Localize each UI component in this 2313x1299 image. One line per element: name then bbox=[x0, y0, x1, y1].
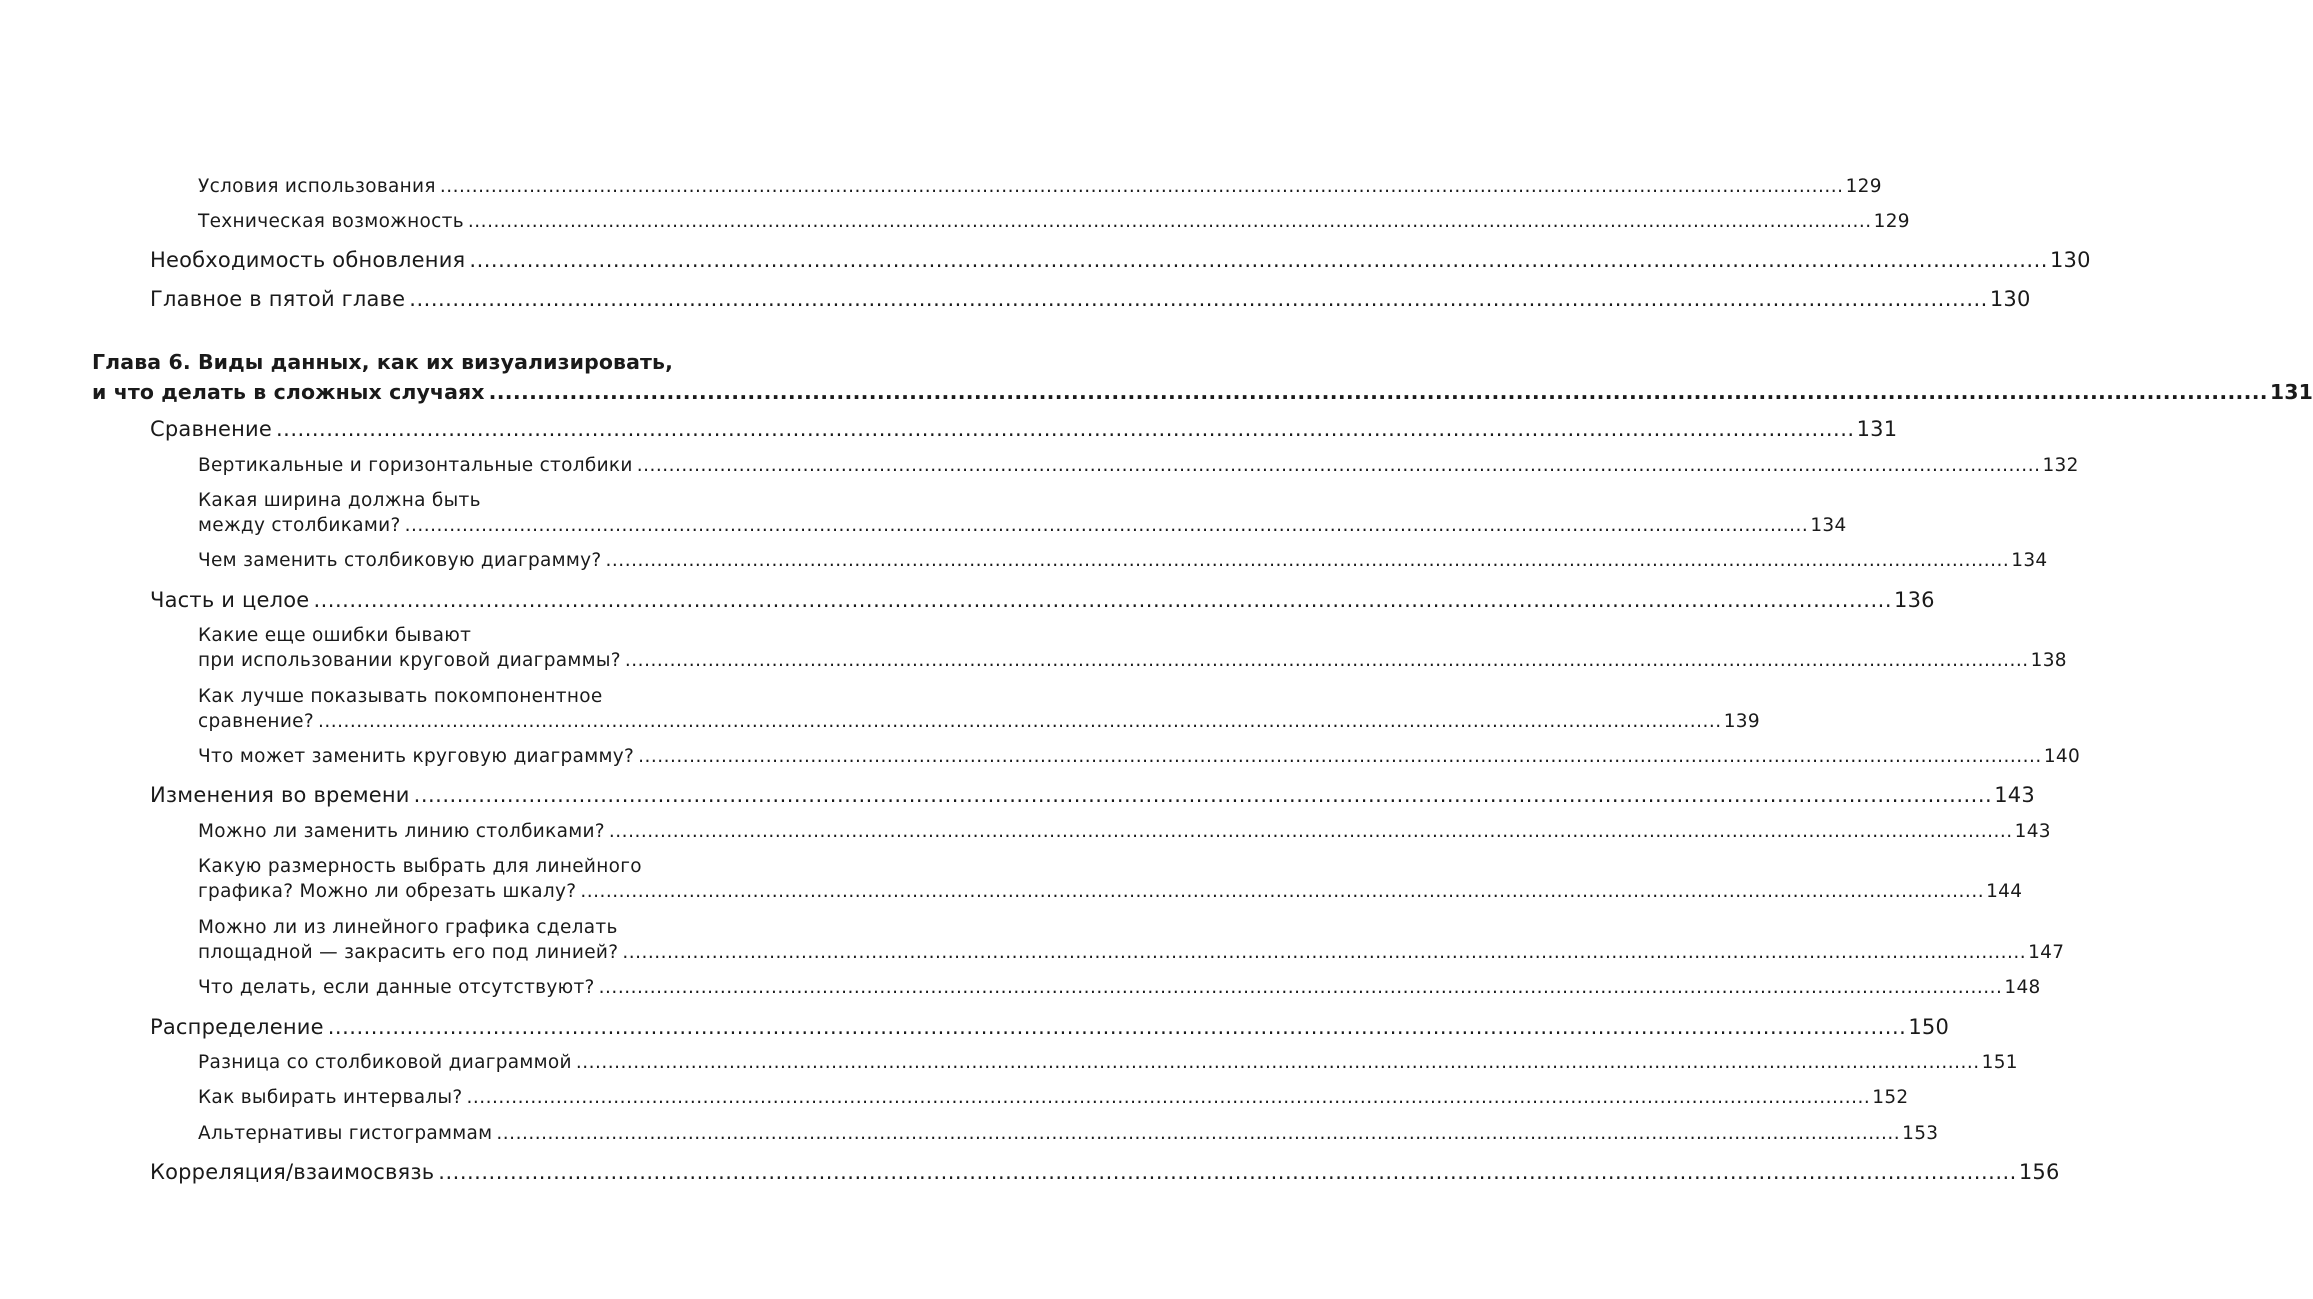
toc-page-number: 150 bbox=[1908, 1015, 1950, 1039]
toc-entry-title-line: при использовании круговой диаграммы? bbox=[198, 650, 621, 671]
toc-entry-title-line: площадной — закрасить его под линией? bbox=[198, 942, 619, 963]
toc-page-number: 152 bbox=[1872, 1087, 1909, 1108]
toc-leader-dots: ............................................................................................................................................................................................................................ bbox=[608, 821, 2013, 842]
toc-section[interactable] bbox=[150, 586, 1935, 614]
toc-page-number: 139 bbox=[1723, 711, 1760, 732]
toc-section-title: Необходимость обновления bbox=[150, 248, 466, 272]
toc-entry-title: Чем заменить столбиковую диаграмму? bbox=[198, 550, 602, 571]
toc-page-number: 131 bbox=[2269, 380, 2313, 404]
toc-leader-dots: ............................................................................................................................................................................................................................ bbox=[575, 1052, 1980, 1073]
toc-entry-title: Что может заменить круговую диаграмму? bbox=[198, 746, 635, 767]
toc-page-number: 134 bbox=[1810, 515, 1847, 536]
toc-entry[interactable] bbox=[198, 975, 2041, 1000]
toc-chapter[interactable] bbox=[92, 347, 2313, 407]
toc-page-number: 143 bbox=[1994, 783, 2035, 807]
toc-page-number: 153 bbox=[1902, 1123, 1939, 1144]
toc-entry[interactable] bbox=[198, 453, 2079, 478]
toc-entry[interactable] bbox=[198, 209, 1910, 234]
toc-section-title: Распределение bbox=[150, 1015, 324, 1039]
toc-page-number: 131 bbox=[1856, 417, 1898, 441]
toc-leader-dots: ............................................................................................................................................................................................................................ bbox=[638, 746, 2042, 767]
toc-page-number: 138 bbox=[2030, 650, 2067, 671]
toc-entry-title: Разница со столбиковой диаграммой bbox=[198, 1052, 572, 1073]
toc-entry[interactable] bbox=[198, 623, 2067, 673]
toc-leader-dots: ............................................................................................................................................................................................................................ bbox=[413, 783, 1993, 807]
toc-leader-dots: ............................................................................................................................................................................................................................ bbox=[580, 881, 1985, 902]
toc-page-number: 143 bbox=[2014, 821, 2051, 842]
toc-section-title: Корреляция/взаимосвязь bbox=[150, 1160, 435, 1184]
toc-leader-dots: ............................................................................................................................................................................................................................ bbox=[439, 176, 1844, 197]
toc-section-title: Изменения во времени bbox=[150, 783, 410, 807]
toc-page-number: 130 bbox=[1989, 287, 2031, 311]
toc-leader-dots: ............................................................................................................................................................................................................................ bbox=[622, 942, 2027, 963]
toc-leader-dots: ............................................................................................................................................................................................................................ bbox=[317, 711, 1722, 732]
toc-chapter-title-line: Глава 6. Виды данных, как их визуализировать, bbox=[92, 350, 673, 374]
toc-entry-title-line: Какие еще ошибки бывают bbox=[198, 625, 472, 646]
toc-page-number: 129 bbox=[1845, 176, 1882, 197]
toc-entry-title-line: графика? Можно ли обрезать шкалу? bbox=[198, 881, 577, 902]
toc-entry[interactable] bbox=[198, 1085, 1909, 1110]
toc-leader-dots: ............................................................................................................................................................................................................................ bbox=[276, 417, 1855, 441]
toc-entry-title: Альтернативы гистограммам bbox=[198, 1123, 493, 1144]
toc-leader-dots: ............................................................................................................................................................................................................................ bbox=[466, 1087, 1871, 1108]
toc-entry[interactable] bbox=[198, 684, 1760, 734]
toc-leader-dots: ............................................................................................................................................................................................................................ bbox=[467, 211, 1872, 232]
toc-section-title: Сравнение bbox=[150, 417, 272, 441]
toc-entry[interactable] bbox=[198, 1121, 1939, 1146]
toc-entry-title: Техническая возможность bbox=[198, 211, 464, 232]
toc-page-number: 151 bbox=[1981, 1052, 2018, 1073]
toc-page-number: 148 bbox=[2004, 977, 2041, 998]
toc-leader-dots: ............................................................................................................................................................................................................................ bbox=[496, 1123, 1901, 1144]
toc-page-number: 144 bbox=[1986, 881, 2023, 902]
toc-section[interactable] bbox=[150, 1013, 1950, 1041]
toc-page-number: 136 bbox=[1894, 588, 1935, 612]
toc-entry[interactable] bbox=[198, 915, 2065, 965]
toc-entry[interactable] bbox=[198, 854, 2023, 904]
toc-entry[interactable] bbox=[198, 488, 1847, 538]
toc-section[interactable] bbox=[150, 285, 2031, 313]
toc-section-title: Часть и целое bbox=[150, 588, 310, 612]
toc-entry-title-line: сравнение? bbox=[198, 711, 314, 732]
toc-leader-dots: ............................................................................................................................................................................................................................ bbox=[605, 550, 2010, 571]
toc-entry-title-line: между столбиками? bbox=[198, 515, 401, 536]
toc-leader-dots: ............................................................................................................................................................................................................................ bbox=[438, 1160, 2017, 1184]
toc-leader-dots: ............................................................................................................................................................................................................................ bbox=[409, 287, 1988, 311]
toc-page-number: 140 bbox=[2043, 746, 2081, 767]
toc-entry[interactable] bbox=[198, 819, 2051, 844]
toc-leader-dots: ............................................................................................................................................................................................................................ bbox=[327, 1015, 1907, 1039]
toc-leader-dots: ............................................................................................................................................................................................................................ bbox=[598, 977, 2003, 998]
toc-chapter-title-line: и что делать в сложных случаях bbox=[92, 380, 485, 404]
toc-section[interactable] bbox=[150, 781, 2035, 809]
toc-leader-dots: ............................................................................................................................................................................................................................ bbox=[636, 455, 2041, 476]
toc-entry-title-line: Какую размерность выбрать для линейного bbox=[198, 856, 642, 877]
toc-section[interactable] bbox=[150, 415, 1898, 443]
toc-page-number: 134 bbox=[2011, 550, 2048, 571]
toc-entry-title: Вертикальные и горизонтальные столбики bbox=[198, 455, 633, 476]
toc-page-number: 156 bbox=[2018, 1160, 2060, 1184]
toc-entry-title-line: Какая ширина должна быть bbox=[198, 490, 481, 511]
toc-entry-title: Как выбирать интервалы? bbox=[198, 1087, 463, 1108]
toc-entry[interactable] bbox=[198, 548, 2048, 573]
toc-page-number: 147 bbox=[2028, 942, 2065, 963]
toc-entry-title: Что делать, если данные отсутствуют? bbox=[198, 977, 595, 998]
toc-entry-title-line: Как лучше показывать покомпонентное bbox=[198, 686, 603, 707]
toc-entry[interactable] bbox=[198, 174, 1882, 199]
toc-section[interactable] bbox=[150, 1158, 2060, 1186]
toc-section-title: Главное в пятой главе bbox=[150, 287, 406, 311]
toc-page-number: 129 bbox=[1873, 211, 1910, 232]
toc-leader-dots: ............................................................................................................................................................................................................................ bbox=[624, 650, 2029, 671]
toc-leader-dots: ............................................................................................................................................................................................................................ bbox=[404, 515, 1809, 536]
toc-leader-dots: ............................................................................................................................................................................................................................ bbox=[488, 380, 2268, 404]
toc-entry-title: Можно ли заменить линию столбиками? bbox=[198, 821, 605, 842]
toc-entry-title-line: Можно ли из линейного графика сделать bbox=[198, 917, 618, 938]
toc-page-number: 130 bbox=[2049, 248, 2091, 272]
toc-entry-title: Условия использования bbox=[198, 176, 436, 197]
toc-page-number: 132 bbox=[2042, 455, 2079, 476]
toc-section[interactable] bbox=[150, 246, 2091, 274]
toc-leader-dots: ............................................................................................................................................................................................................................ bbox=[469, 248, 2048, 272]
toc-entry[interactable] bbox=[198, 1050, 2018, 1075]
toc-leader-dots: ............................................................................................................................................................................................................................ bbox=[313, 588, 1893, 612]
toc-entry[interactable] bbox=[198, 744, 2081, 769]
